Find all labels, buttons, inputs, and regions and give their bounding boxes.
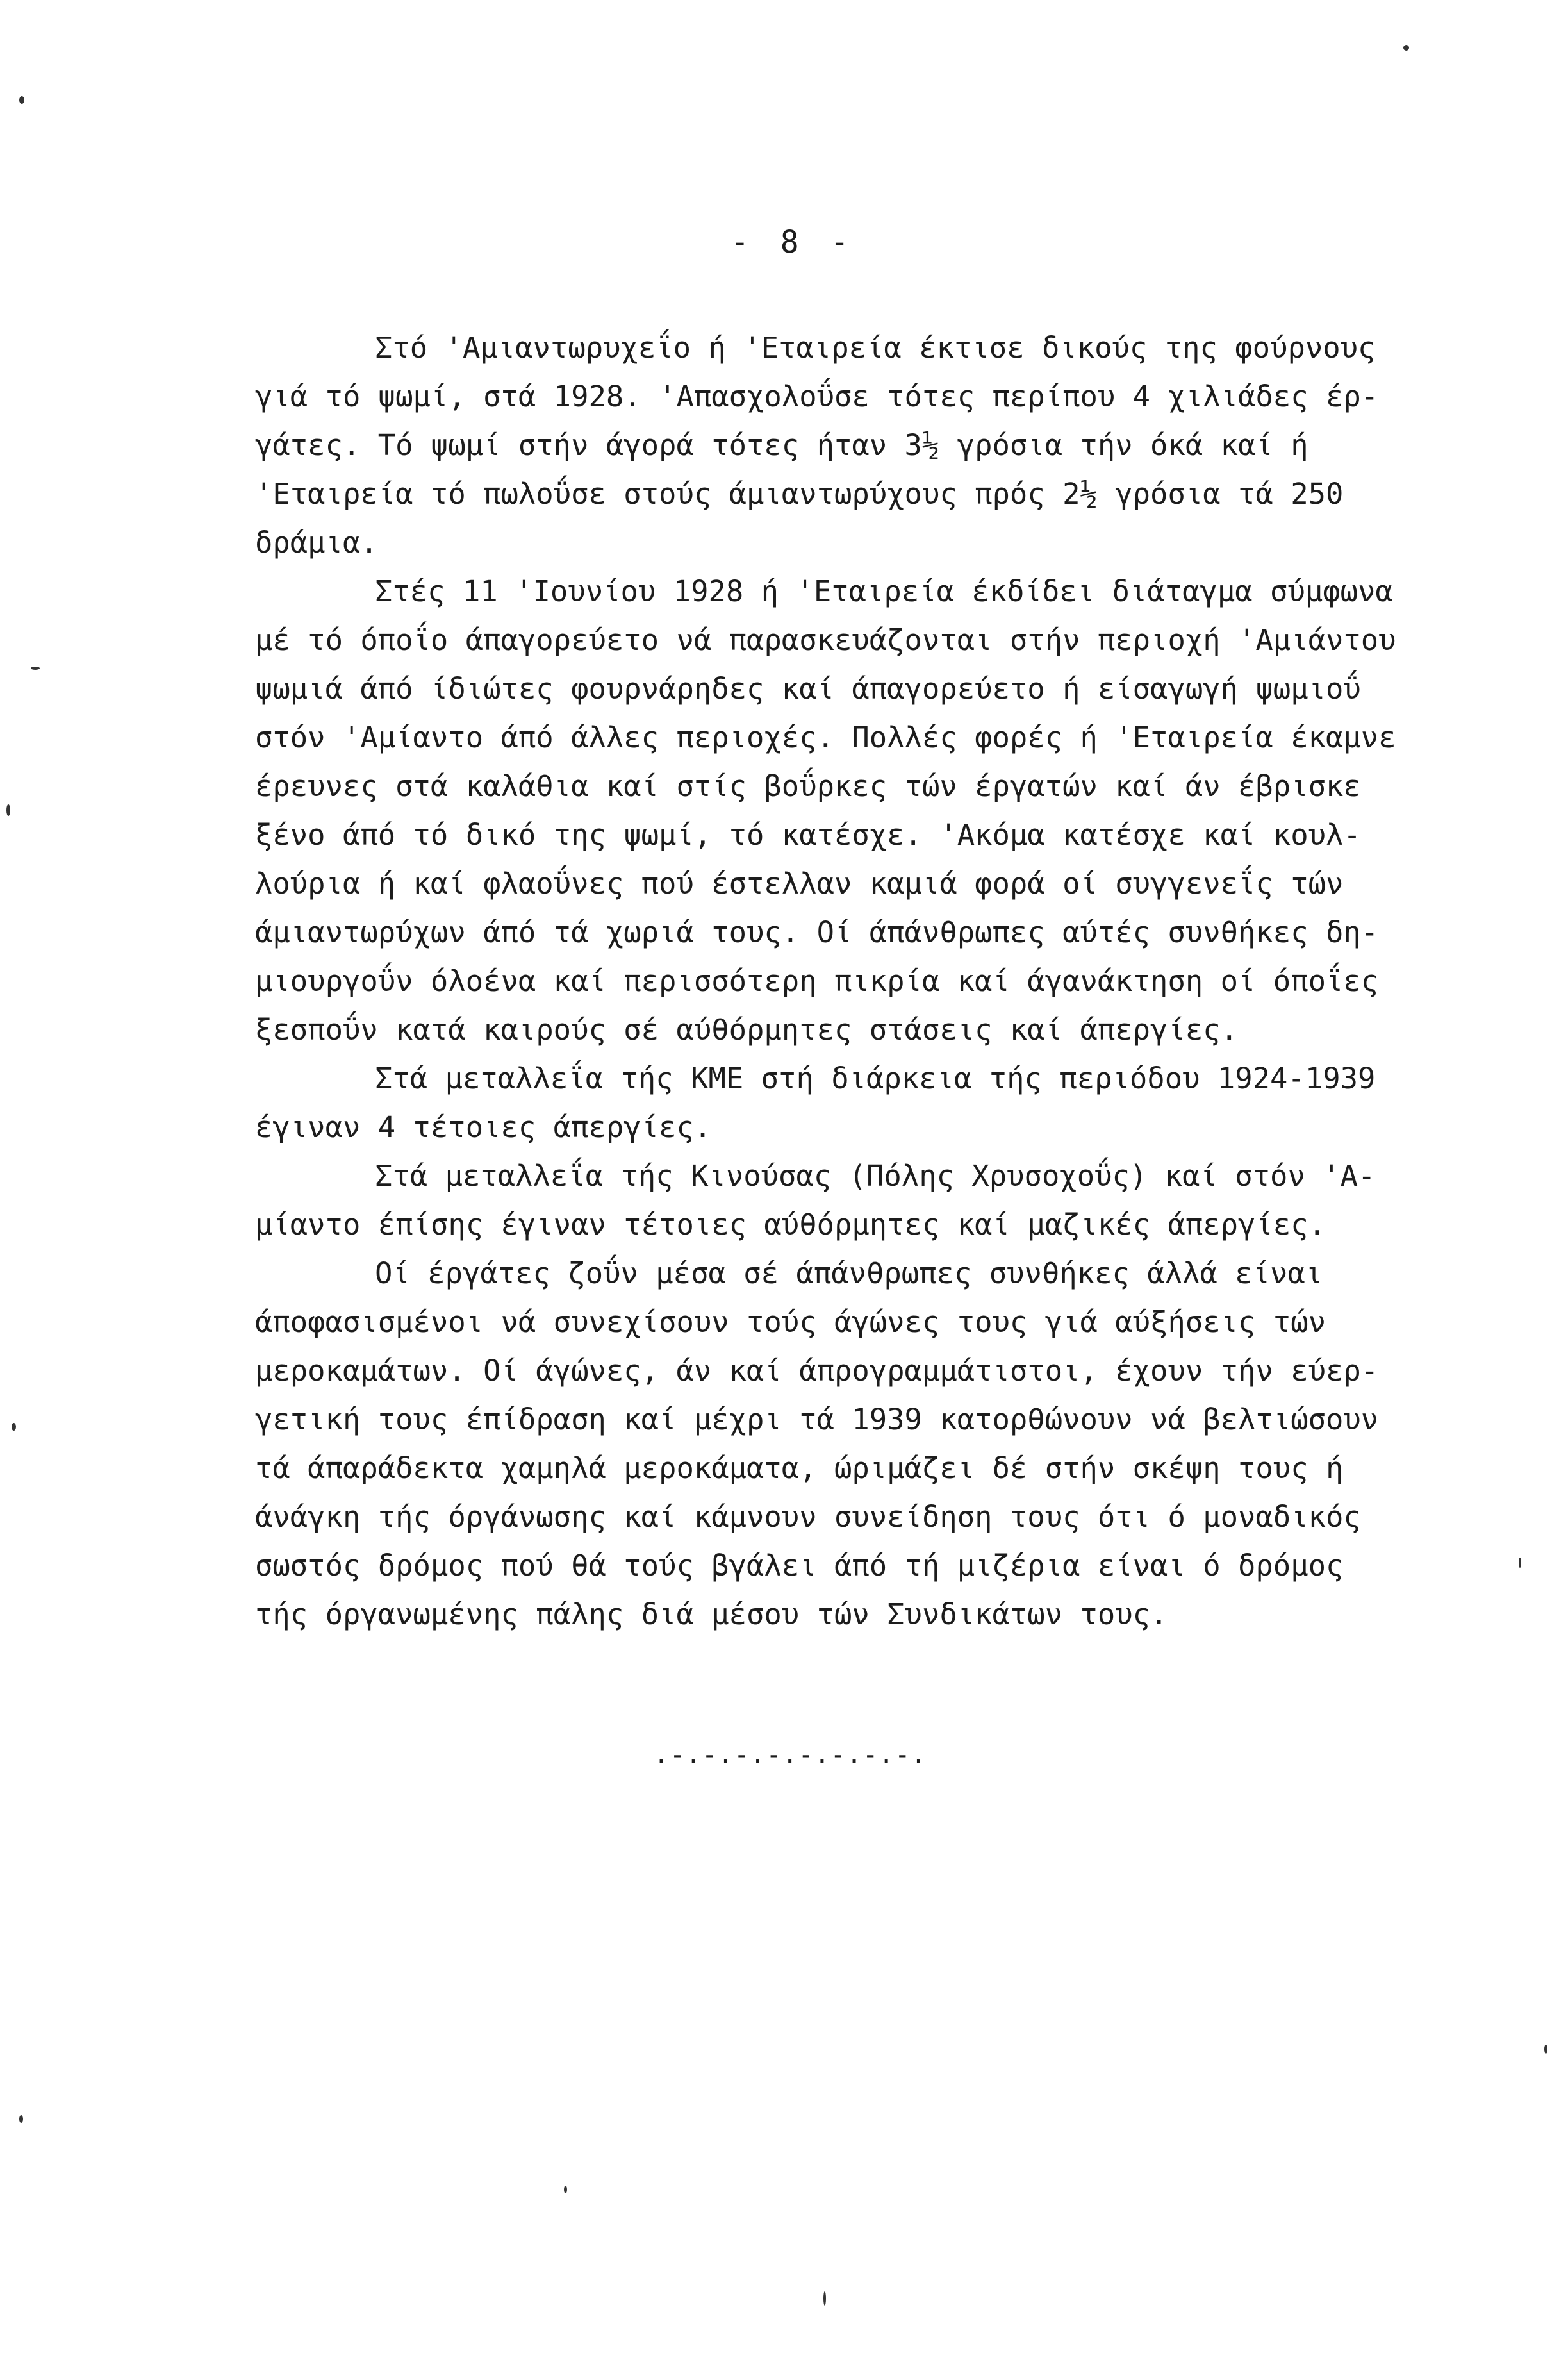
scan-speck [564,2186,567,2193]
text-line: γιά τό ψωμί, στά 1928. 'Απασχολοΰσε τότες περίπου 4 χιλιάδες έρ- [255,379,1379,413]
text-line: μεροκαμάτων. Οί άγώνες, άν καί άπρογραμμάτιστοι, έχουν τήν εύερ- [255,1354,1379,1388]
text-line: ξεσποΰν κατά καιρούς σέ αύθόρμητες στάσεις καί άπεργίες. [255,1013,1239,1047]
body-text [255,324,1556,1639]
text-line: μέ τό όποΐο άπαγορεύετο νά παρασκευάζονται στήν περιοχή 'Αμιάντου [255,623,1396,657]
text-line: στόν 'Αμίαντο άπό άλλες περιοχές. Πολλές φορές ή 'Εταιρεία έκαμνε [255,720,1396,754]
text-line: Οί έργάτες ζοΰν μέσα σέ άπάνθρωπες συνθήκες άλλά είναι [375,1256,1323,1290]
scan-speck [1519,1558,1521,1568]
text-line: τής όργανωμένης πάλης διά μέσου τών Συνδικάτων τους. [255,1597,1168,1631]
text-line: άνάγκη τής όργάνωσης καί κάμνουν συνείδηση τους ότι ό μοναδικός [255,1500,1361,1534]
text-line: ξένο άπό τό δικό της ψωμί, τό κατέσχε. 'Ακόμα κατέσχε καί κουλ- [255,818,1361,852]
text-line: έρευνες στά καλάθια καί στίς βοΰρκες τών έργατών καί άν έβρισκε [255,769,1361,803]
text-line: Στά μεταλλεΐα τής ΚΜΕ στή διάρκεια τής περιόδου 1924-1939 [375,1061,1376,1095]
text-line: 'Εταιρεία τό πωλοΰσε στούς άμιαντωρύχους πρός 2½ γρόσια τά 250 [255,477,1344,511]
text-line: έγιναν 4 τέτοιες άπεργίες. [255,1110,712,1144]
scan-speck [31,667,40,670]
scan-speck [19,2115,23,2123]
text-line: γετική τους έπίδραση καί μέχρι τά 1939 κατορθώνουν νά βελτιώσουν [255,1402,1379,1436]
text-line: μιουργοΰν όλοένα καί περισσότερη πικρία καί άγανάκτηση οί όποΐες [255,964,1379,998]
text-line: άποφασισμένοι νά συνεχίσουν τούς άγώνες τους γιά αύξήσεις τών [255,1305,1326,1339]
section-separator: .-.-.-.-.-.-.-.-. [654,1740,927,1770]
text-line: σωστός δρόμος πού θά τούς βγάλει άπό τή μιζέρια είναι ό δρόμος [255,1549,1344,1583]
text-line: γάτες. Τό ψωμί στήν άγορά τότες ήταν 3½ γρόσια τήν όκά καί ή [255,428,1308,462]
scan-speck [6,804,10,816]
text-line: μίαντο έπίσης έγιναν τέτοιες αύθόρμητες καί μαζικές άπεργίες. [255,1208,1326,1242]
text-line: τά άπαράδεκτα χαμηλά μεροκάματα, ώριμάζει δέ στήν σκέψη τους ή [255,1451,1344,1485]
text-line: Στές 11 'Ιουνίου 1928 ή 'Εταιρεία έκδίδει διάταγμα σύμφωνα [375,574,1393,608]
text-line: ψωμιά άπό ίδιώτες φουρνάρηδες καί άπαγορεύετο ή είσαγωγή ψωμιοΰ [255,672,1361,706]
scan-speck [1403,45,1409,51]
scan-speck [19,96,24,104]
text-line: Στό 'Αμιαντωρυχεΐο ή 'Εταιρεία έκτισε δικούς της φούρνους [375,331,1376,365]
text-line: λούρια ή καί φλαοΰνες πού έστελλαν καμιά φορά οί συγγενεΐς τών [255,867,1344,901]
page-number: - 8 - [730,224,855,260]
scan-speck [823,2291,826,2306]
text-line: δράμια. [255,526,378,560]
text-line: Στά μεταλλεΐα τής Κινούσας (Πόλης Χρυσοχοΰς) καί στόν 'Α- [375,1159,1376,1193]
scan-speck [1544,2045,1547,2054]
text-line: άμιαντωρύχων άπό τά χωριά τους. Οί άπάνθρωπες αύτές συνθήκες δη- [255,915,1379,949]
scan-speck [12,1423,16,1431]
